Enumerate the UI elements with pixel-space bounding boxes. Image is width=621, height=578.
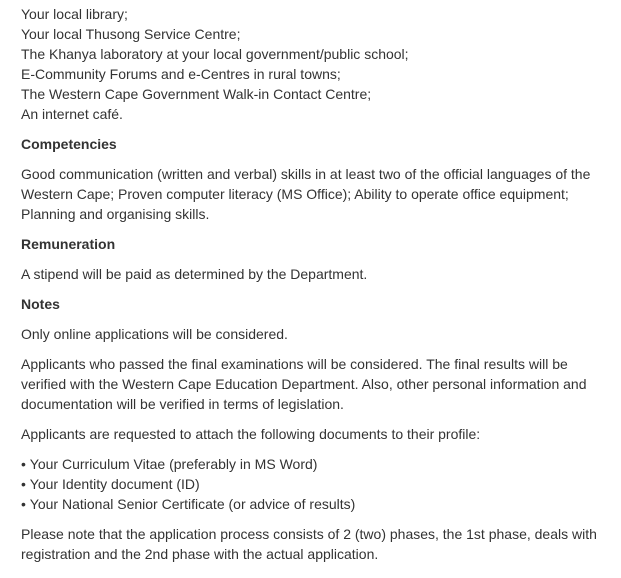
notes-attach-intro: Applicants are requested to attach the following documents to their profile: <box>21 426 481 442</box>
access-point-line: The Western Cape Government Walk-in Contact Centre; <box>21 86 372 102</box>
notes-online-only: Only online applications will be considered. <box>21 326 288 342</box>
required-document-item: • Your Curriculum Vitae (preferably in MS Word) <box>21 454 600 474</box>
access-point-line: An internet café. <box>21 106 123 122</box>
access-points-list <box>21 4 600 124</box>
required-document-item: • Your National Senior Certificate (or advice of results) <box>21 494 600 514</box>
competencies-text: Good communication (written and verbal) skills in at least two of the official languages of the Western Cape; Proven computer literacy (MS Office); Ability to operate office equipment; Planning and organising skills. <box>21 166 591 222</box>
access-point-line: Your local library; <box>21 6 128 22</box>
access-point-line: The Khanya laboratory at your local government/public school; <box>21 46 409 62</box>
notes-heading: Notes <box>21 296 60 312</box>
access-point-line: E-Community Forums and e-Centres in rural towns; <box>21 66 341 82</box>
remuneration-heading: Remuneration <box>21 236 116 252</box>
access-point-line: Your local Thusong Service Centre; <box>21 26 241 42</box>
required-document-item: • Your Identity document (ID) <box>21 474 600 494</box>
required-documents-list <box>21 454 600 514</box>
competencies-heading: Competencies <box>21 136 117 152</box>
notes-application-process: Please note that the application process consists of 2 (two) phases, the 1st phase, deals with registration and the 2nd phase with the actual application. <box>21 526 597 562</box>
notes-final-exams: Applicants who passed the final examinations will be considered. The final results will be verified with the Western Cape Education Department. Also, other personal information and documentation will be verified in terms of legislation. <box>21 356 587 412</box>
remuneration-text: A stipend will be paid as determined by the Department. <box>21 266 368 282</box>
